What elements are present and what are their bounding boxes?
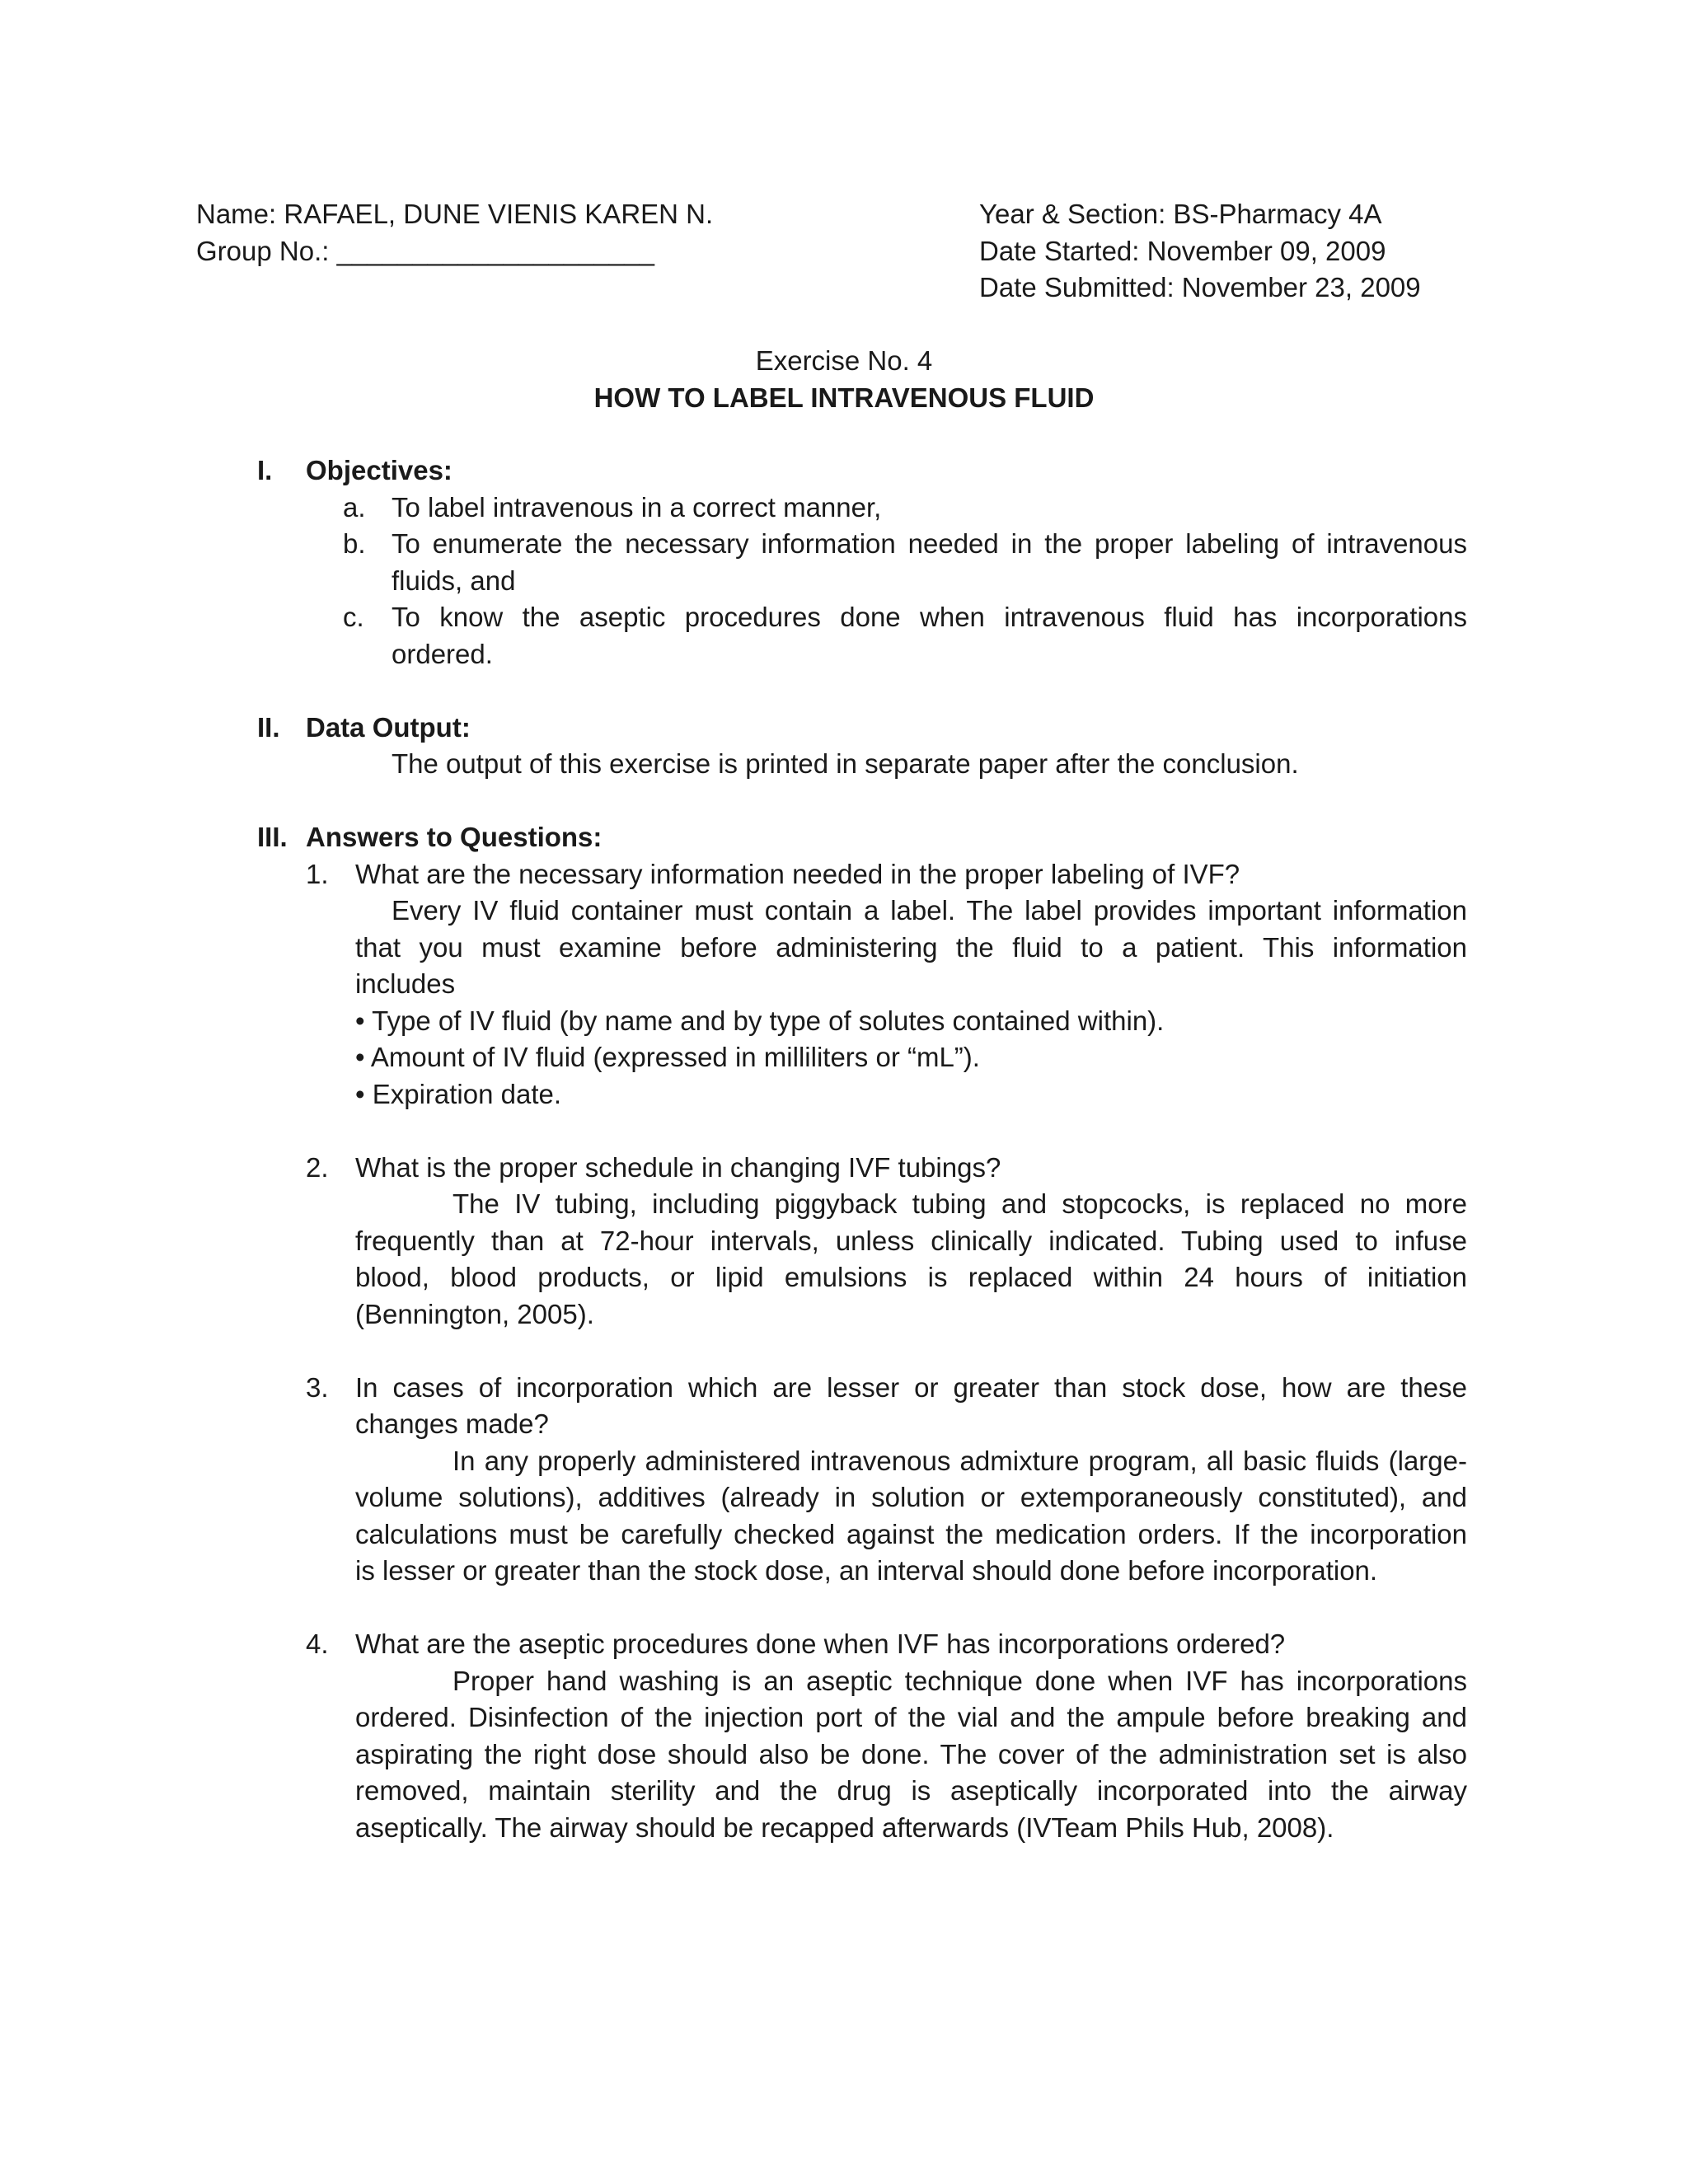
- answer-line: The IV tubing, including piggyback tubing and stopcocks, is replaced no more: [452, 1188, 1467, 1219]
- objective-line: To label intravenous in a correct manner,: [392, 492, 882, 523]
- question-number: 2.: [306, 1152, 329, 1183]
- section-heading: Answers to Questions:: [306, 822, 603, 852]
- student-name: Name: RAFAEL, DUNE VIENIS KAREN N.: [196, 199, 714, 229]
- question-text: What is the proper schedule in changing IVF tubings?: [355, 1152, 1001, 1183]
- section-heading: Data Output:: [306, 712, 471, 743]
- date-submitted: Date Submitted: November 23, 2009: [979, 272, 1421, 302]
- answer-line: ordered. Disinfection of the injection port of the vial and the ampule before breaking and: [355, 1702, 1467, 1732]
- page-title: HOW TO LABEL INTRAVENOUS FLUID: [593, 382, 1095, 413]
- list-marker: a.: [343, 492, 366, 523]
- question-number: 1.: [306, 859, 329, 889]
- question-text: What are the aseptic procedures done when IVF has incorporations ordered?: [355, 1629, 1286, 1659]
- answer-line: aspirating the right dose should also be done. The cover of the administration set is also: [355, 1739, 1467, 1769]
- answer-line: frequently than at 72-hour intervals, unless clinically indicated. Tubing used to infuse: [355, 1226, 1467, 1256]
- answer-line: includes: [355, 968, 456, 999]
- section-numeral: III.: [257, 822, 288, 852]
- exercise-number: Exercise No. 4: [755, 345, 933, 376]
- objective-line: To enumerate the necessary information needed in the proper labeling of intravenous: [392, 528, 1467, 559]
- bullet-item: • Amount of IV fluid (expressed in milliliters or “mL”).: [355, 1042, 980, 1072]
- answer-line: that you must examine before administering the fluid to a patient. This information: [355, 932, 1467, 963]
- answer-line: removed, maintain sterility and the drug is aseptically incorporated into the airway: [355, 1775, 1467, 1806]
- bullet-item: • Expiration date.: [355, 1079, 562, 1109]
- section-heading: Objectives:: [306, 455, 452, 485]
- answer-line: calculations must be carefully checked against the medication orders. If the incorporation: [355, 1519, 1467, 1549]
- list-marker: c.: [343, 602, 364, 632]
- answer-line: Proper hand washing is an aseptic technique done when IVF has incorporations: [452, 1666, 1467, 1696]
- question-number: 3.: [306, 1372, 329, 1403]
- objective-line: To know the aseptic procedures done when intravenous fluid has incorporations: [392, 602, 1467, 632]
- objective-line: ordered.: [392, 639, 493, 669]
- group-number: Group No.: _____________________: [196, 236, 654, 266]
- answer-line: (Bennington, 2005).: [355, 1299, 594, 1329]
- bullet-item: • Type of IV fluid (by name and by type of solutes contained within).: [355, 1005, 1165, 1036]
- question-number: 4.: [306, 1629, 329, 1659]
- question-text: What are the necessary information needed in the proper labeling of IVF?: [355, 859, 1240, 889]
- answer-line: volume solutions), additives (already in solution or extemporaneously constituted), and: [355, 1482, 1467, 1512]
- answer-line: In any properly administered intravenous admixture program, all basic fluids (large-: [452, 1446, 1467, 1476]
- list-marker: b.: [343, 528, 366, 559]
- answer-line: Every IV fluid container must contain a label. The label provides important information: [392, 895, 1467, 926]
- year-section: Year & Section: BS-Pharmacy 4A: [979, 199, 1382, 229]
- date-started: Date Started: November 09, 2009: [979, 236, 1386, 266]
- question-text: changes made?: [355, 1408, 549, 1439]
- answer-line: is lesser or greater than the stock dose, an interval should done before incorporation.: [355, 1555, 1378, 1586]
- section-numeral: II.: [257, 712, 280, 743]
- question-text: In cases of incorporation which are lesser or greater than stock dose, how are these: [355, 1372, 1467, 1403]
- section-numeral: I.: [257, 455, 273, 485]
- answer-line: blood, blood products, or lipid emulsions is replaced within 24 hours of initiation: [355, 1262, 1467, 1292]
- objective-line: fluids, and: [392, 565, 516, 596]
- answer-line: aseptically. The airway should be recapped afterwards (IVTeam Phils Hub, 2008).: [355, 1812, 1334, 1843]
- paragraph-line: The output of this exercise is printed in separate paper after the conclusion.: [392, 748, 1299, 779]
